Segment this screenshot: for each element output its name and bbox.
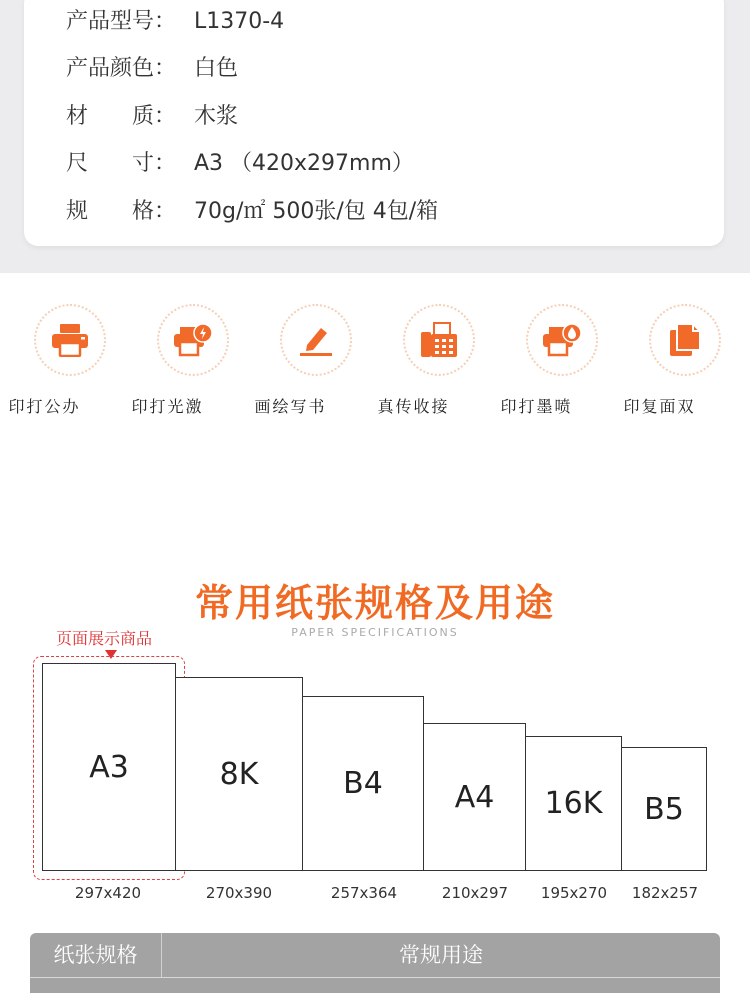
fax-icon — [420, 322, 458, 358]
usage-label: 激光打印 — [129, 398, 202, 414]
spec-row-model — [66, 2, 284, 42]
spec-label: 产品型号： — [66, 9, 177, 34]
paper-dims: 297x420 — [74, 884, 142, 902]
usage-icon-circle — [403, 304, 475, 376]
section-title: 常用纸张规格及用途 — [194, 581, 555, 625]
laser-printer-icon — [173, 323, 213, 357]
spec-row-size — [66, 144, 414, 184]
copy-icon — [667, 322, 703, 358]
paper-16k — [525, 736, 622, 871]
spec-row-material — [66, 97, 238, 137]
inkjet-printer-icon — [542, 323, 582, 357]
usage-label: 接收传真 — [375, 398, 448, 414]
usage-icon-circle — [157, 304, 229, 376]
paper-dims: 257x364 — [330, 884, 398, 902]
table-header-paper-spec: 纸张规格 — [53, 943, 138, 967]
paper-a3 — [42, 663, 176, 871]
pen-icon — [297, 323, 335, 357]
paper-dims: 182x257 — [631, 884, 699, 902]
spec-value: A3 （420x297mm） — [194, 151, 414, 176]
printer-icon — [51, 323, 89, 357]
spec-label: 材 质： — [66, 104, 177, 129]
usage-icon-circle — [526, 304, 598, 376]
paper-b5 — [621, 747, 707, 871]
usage-label: 双面复印 — [621, 398, 694, 414]
spec-value: L1370-4 — [194, 9, 285, 34]
usage-table-body — [30, 977, 720, 993]
spec-label: 尺 寸： — [66, 151, 177, 176]
paper-name: B5 — [644, 791, 684, 827]
usage-icon-circle — [280, 304, 352, 376]
usage-label: 办公打印 — [6, 398, 79, 414]
spec-value: 70g/㎡ 500张/包 4包/箱 — [194, 199, 439, 224]
paper-name: A4 — [454, 779, 495, 815]
usage-label: 喷墨打印 — [498, 398, 571, 414]
spec-label: 规 格： — [66, 199, 177, 224]
spec-value: 白色 — [194, 56, 239, 81]
spec-row-spec — [66, 192, 438, 232]
paper-name: 8K — [219, 756, 259, 792]
paper-name: A3 — [89, 749, 129, 785]
usage-icon-circle — [649, 304, 721, 376]
paper-name: B4 — [343, 766, 383, 801]
usage-table-header — [30, 933, 720, 977]
display-note: 页面展示商品 — [56, 629, 153, 648]
spec-value: 木浆 — [194, 104, 239, 129]
paper-dims: 195x270 — [540, 884, 608, 902]
paper-8k — [175, 677, 303, 871]
paper-dims: 270x390 — [205, 884, 273, 902]
paper-b4 — [302, 696, 424, 871]
section-subtitle: PAPER SPECIFICATIONS — [291, 626, 459, 639]
paper-a4 — [423, 723, 526, 871]
spec-label: 产品颜色： — [66, 56, 177, 81]
spec-card — [24, 0, 724, 246]
table-header-usage: 常规用途 — [399, 943, 483, 967]
usage-icon-circle — [34, 304, 106, 376]
spec-section — [0, 0, 750, 273]
paper-dims: 210x297 — [441, 884, 509, 902]
spec-row-color — [66, 49, 238, 89]
usage-label: 书写绘画 — [252, 398, 325, 414]
paper-name: 16K — [544, 786, 603, 821]
